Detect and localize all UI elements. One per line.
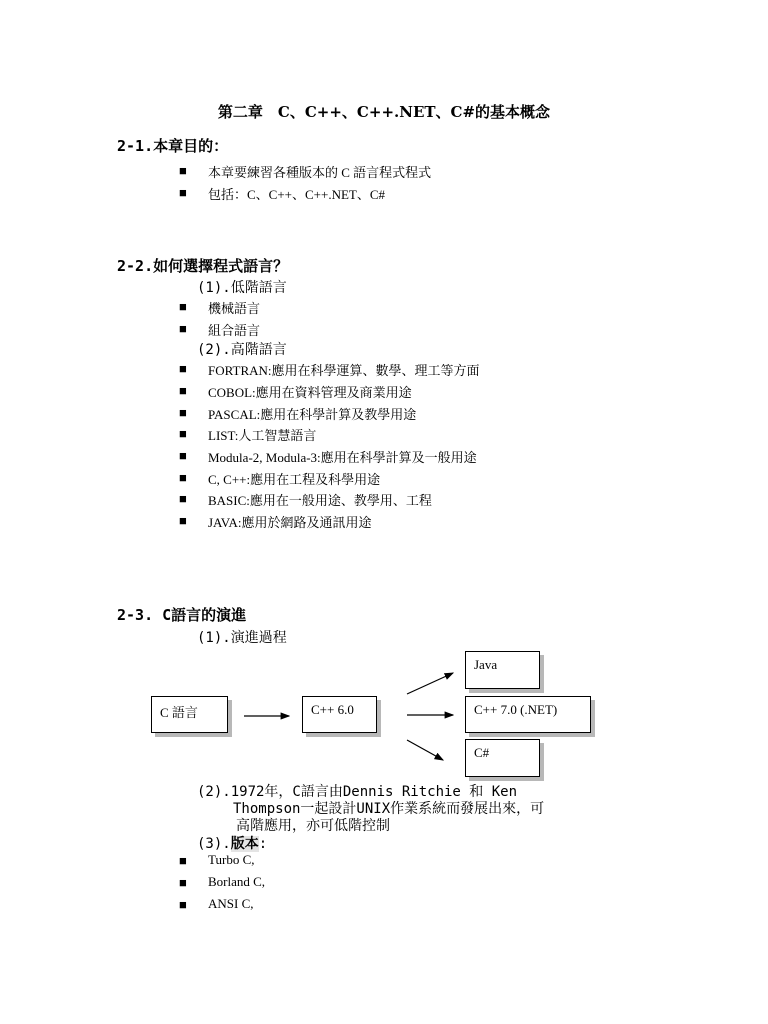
list-item: COBOL:應用在資料管理及商業用途 <box>208 385 412 400</box>
list-item: LIST:人工智慧語言 <box>208 428 317 443</box>
bullet-icon: ■ <box>179 163 187 178</box>
evolution-process-heading: (1).演進過程 <box>197 630 287 646</box>
list-item: ANSI C, <box>208 896 254 911</box>
diagram-box-c-language: C 語言 <box>151 696 228 733</box>
list-item: 包括：C、C++、C++.NET、C# <box>208 187 386 202</box>
versions-heading <box>197 833 267 853</box>
versions-label: 版本 <box>230 836 259 852</box>
diagram-box-cpp6: C++ 6.0 <box>302 696 377 733</box>
list-item: 機械語言 <box>208 301 261 316</box>
page-title: 第二章 C、C++、C++.NET、C#的基本概念 <box>217 103 551 121</box>
arrow-cpp6-to-csharp <box>407 740 443 760</box>
bullet-icon: ■ <box>179 491 187 506</box>
high-level-heading: (2).高階語言 <box>197 342 287 358</box>
list-item: JAVA:應用於網路及通訊用途 <box>208 515 372 530</box>
low-level-heading: (1).低階語言 <box>197 280 287 296</box>
diagram-box-cpp7-net: C++ 7.0 (.NET) <box>465 696 591 733</box>
bullet-icon: ■ <box>179 897 187 912</box>
bullet-icon: ■ <box>179 513 187 528</box>
diagram-box-java: Java <box>465 651 540 689</box>
bullet-icon: ■ <box>179 426 187 441</box>
list-item: 本章要練習各種版本的 C 語言程式程式 <box>208 165 432 180</box>
bullet-icon: ■ <box>179 853 187 868</box>
diagram-box-csharp: C# <box>465 739 540 777</box>
arrow-cpp6-to-java <box>407 673 453 694</box>
bullet-icon: ■ <box>179 875 187 890</box>
bullet-icon: ■ <box>179 383 187 398</box>
bullet-icon: ■ <box>179 470 187 485</box>
bullet-icon: ■ <box>179 361 187 376</box>
section-heading-2-3: 2-3. C語言的演進 <box>117 606 247 624</box>
bullet-icon: ■ <box>179 299 187 314</box>
list-item: C, C++:應用在工程及科學用途 <box>208 472 381 487</box>
list-item: PASCAL:應用在科學計算及教學用途 <box>208 407 417 422</box>
history-line-1: (2).1972年，C語言由Dennis Ritchie 和 Ken <box>197 784 518 800</box>
list-item: Borland C, <box>208 874 266 889</box>
list-item: BASIC:應用在一般用途、教學用、工程 <box>208 493 432 508</box>
history-line-3: 高階應用，亦可低階控制 <box>236 818 390 834</box>
list-item: Turbo C, <box>208 852 255 867</box>
section-heading-2-1: 2-1.本章目的： <box>117 137 229 155</box>
list-item: 組合語言 <box>208 323 261 338</box>
bullet-icon: ■ <box>179 321 187 336</box>
history-line-2: Thompson一起設計UNIX作業系統而發展出來，可 <box>233 801 545 817</box>
versions-suffix: : <box>258 836 268 852</box>
bullet-icon: ■ <box>179 185 187 200</box>
list-item: FORTRAN:應用在科學運算、數學、理工等方面 <box>208 363 480 378</box>
section-heading-2-2: 2-2.如何選擇程式語言？ <box>117 257 289 275</box>
list-item: Modula-2, Modula-3:應用在科學計算及一般用途 <box>208 450 477 465</box>
bullet-icon: ■ <box>179 405 187 420</box>
bullet-icon: ■ <box>179 448 187 463</box>
versions-prefix: (3). <box>197 836 231 852</box>
